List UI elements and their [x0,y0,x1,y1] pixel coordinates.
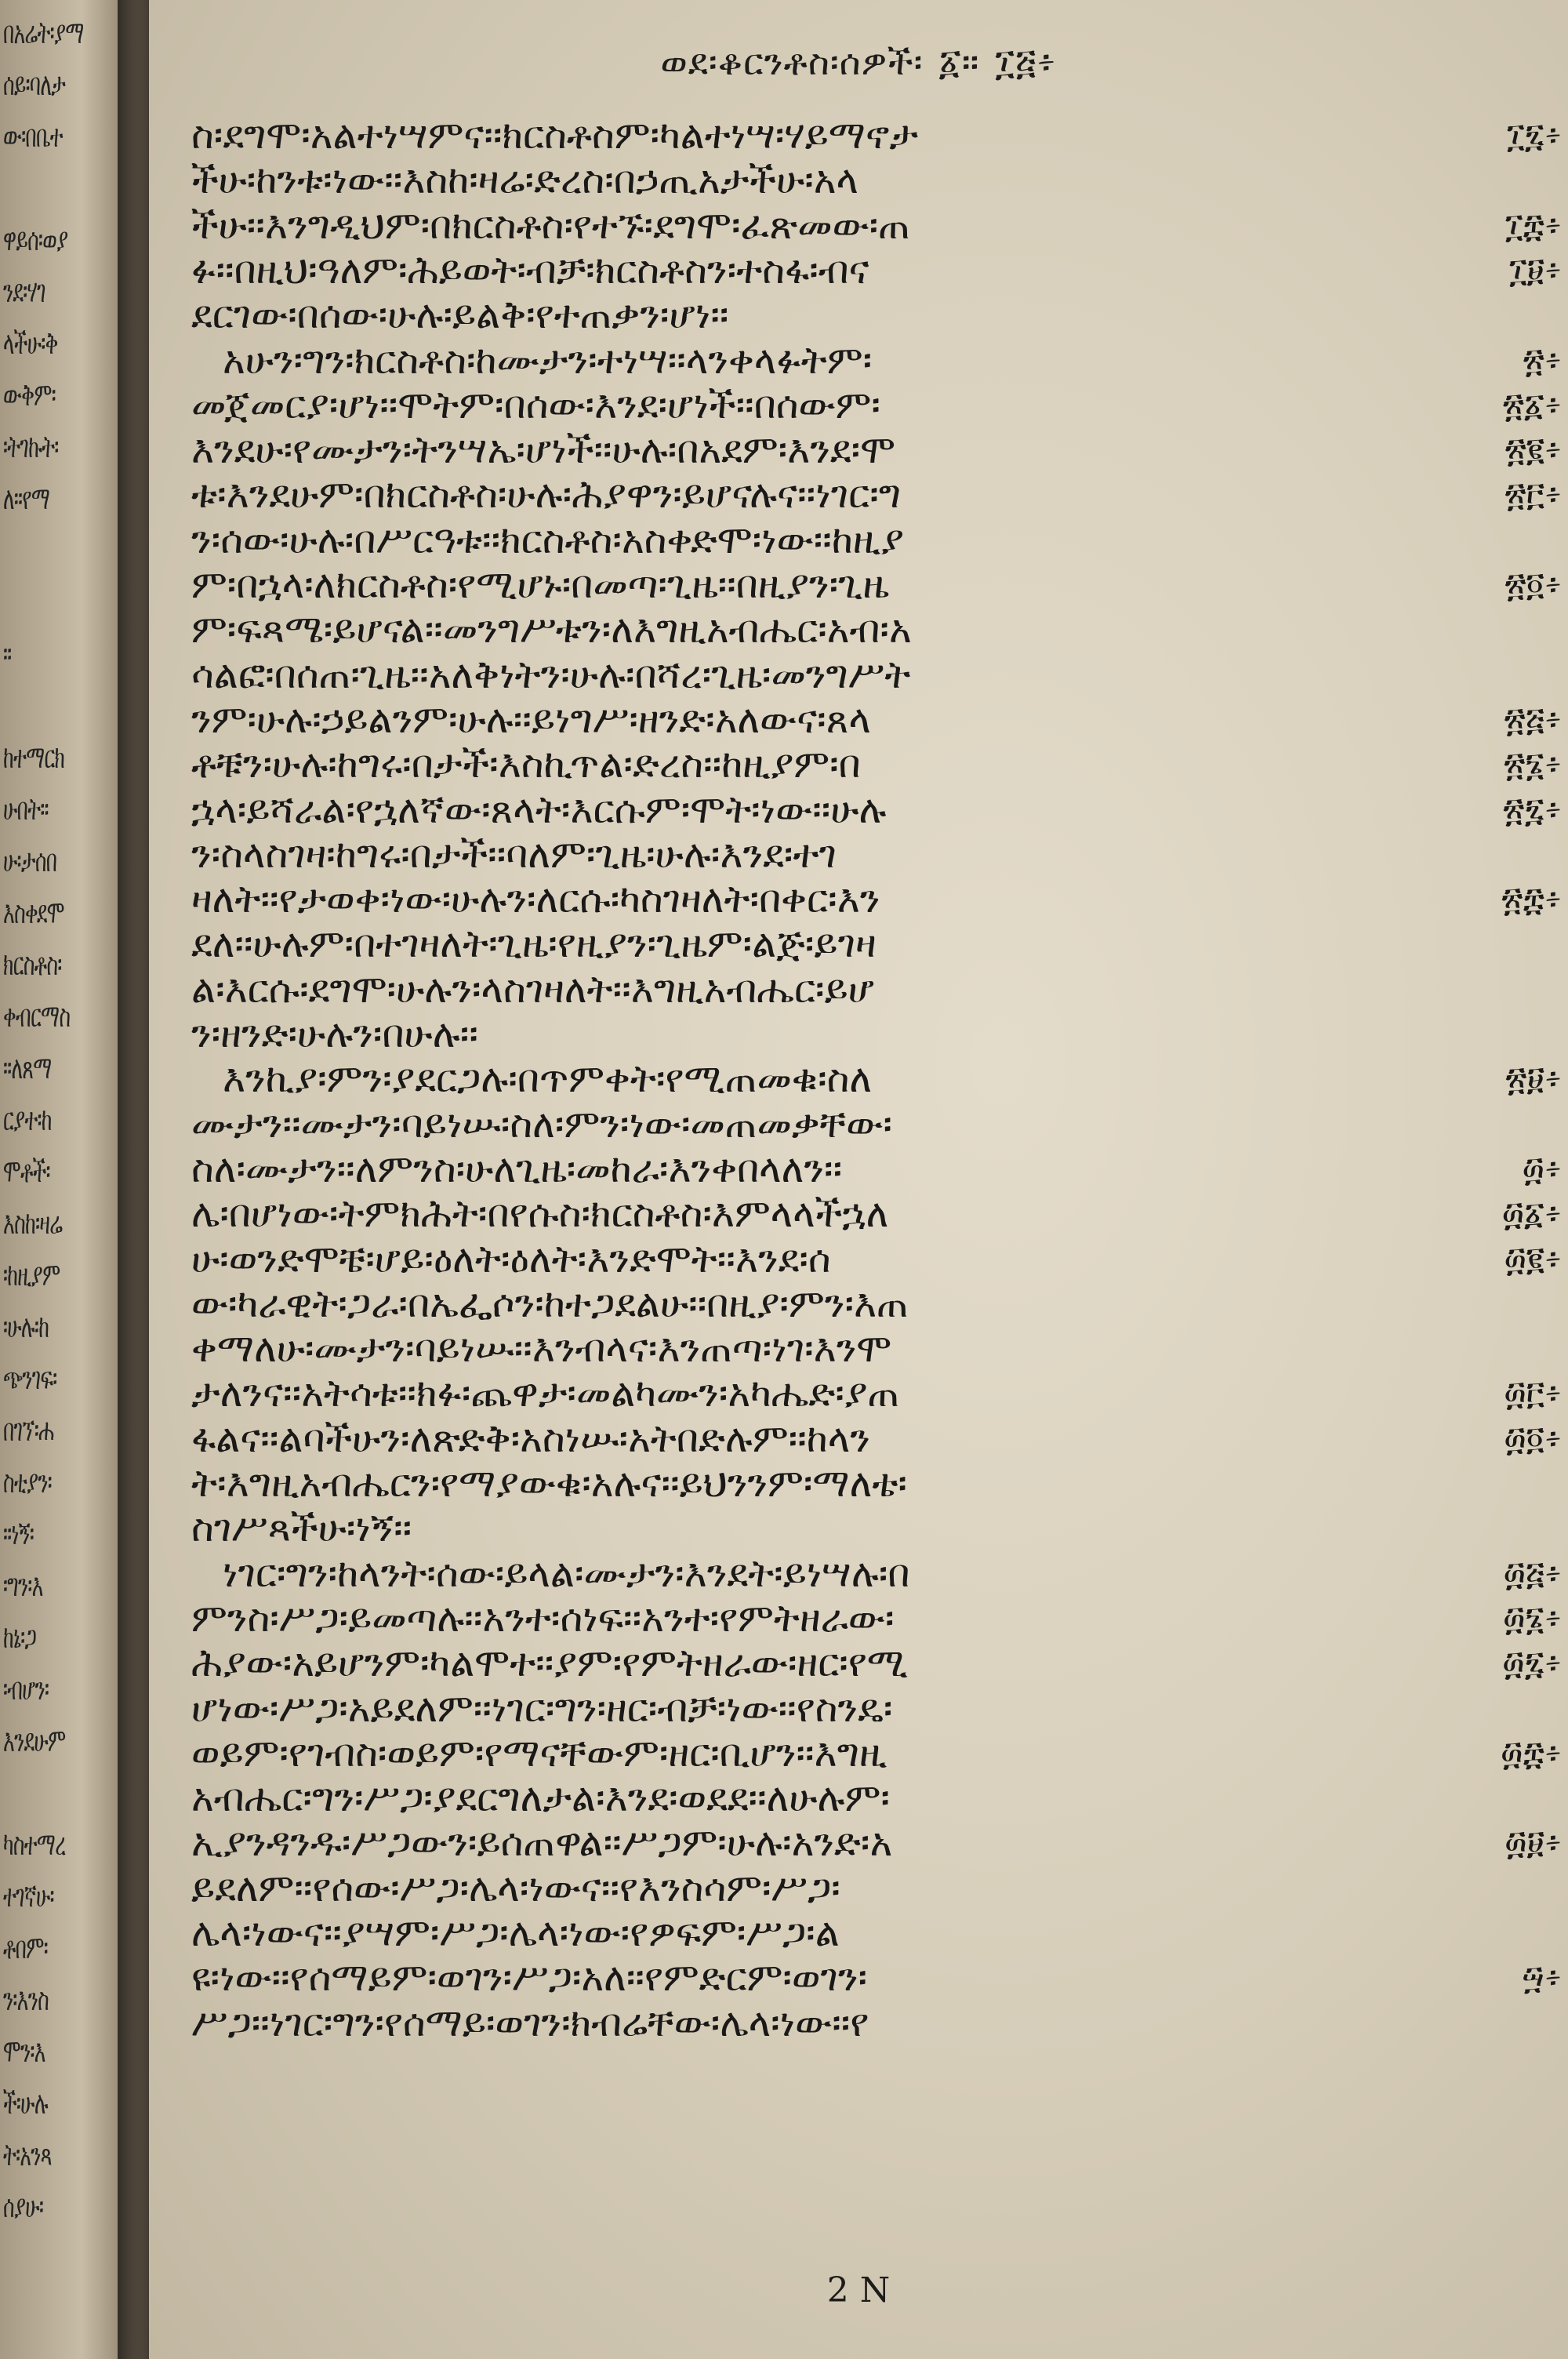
verse-number: ፲፯፥ [1507,116,1562,154]
facing-page-line: ንደ፡ሃገ [3,274,45,310]
verse-number: ፲፰፥ [1505,205,1562,245]
text-line: እንኪያ፡ምን፡ያደርጋሉ፡በጥምቀት፡የሚጠመቁ፡ስለ [223,1057,873,1102]
facing-page-line: ፡ሁሉ፡ከ [3,1309,49,1345]
verse-number: ፳፪፥ [1504,431,1562,470]
text-line: ስለ፡ሙታን፡፡ለምንስ፡ሁለጊዜ፡መከራ፡እንቀበላለን፡፡ [191,1147,843,1191]
verse-number: ፴፮፥ [1503,1598,1562,1637]
facing-page-line: እንደሁም [3,1723,66,1759]
text-line: ኢያንዳንዱ፡ሥጋውን፡ይሰጠዋል፡፡ሥጋም፡ሁሉ፡አንድ፡አ [191,1821,893,1866]
text-line: ችሁ፡ከንቱ፡ነው፡፡እስከ፡ዛሬ፡ድረስ፡በኃጢአታችሁ፡አላ [191,158,858,203]
facing-page-line: ት፡አንጻ [3,2137,52,2173]
text-line: ን፡ዘንድ፡ሁሉን፡በሁሉ፡፡ [191,1012,478,1056]
text-line: ስ፡ደግሞ፡አልተነሣምና፡፡ክርስቶስም፡ካልተነሣ፡ሃይማኖታ [191,114,919,158]
verse-number: ፳፬፥ [1504,565,1562,604]
text-line: ሁ፡ወንድሞቼ፡ሆይ፡ዕለት፡ዕለት፡እንድሞት፡፡እንደ፡ሰ [191,1237,831,1281]
text-line: መጀመርያ፡ሆነ፡፡ሞትም፡በሰው፡እንደ፡ሆነች፡፡በሰውም፡ [191,383,880,427]
facing-page-line: ሰይ፡ባለታ [3,67,66,103]
facing-page-line: ለ፡፡የማ [3,481,50,517]
text-line: ደለ፡፡ሁሉም፡በተገዛለት፡ጊዜ፡የዚያን፡ጊዜም፡ልጅ፡ይገዛ [191,922,877,967]
facing-page-line: ን፡እንስ [3,1982,49,2018]
text-line: ታለንና፡፡አትሳቱ፡፡ክፉ፡ጨዋታ፡መልካሙን፡አካሔድ፡ያጠ [191,1372,900,1416]
text-line: ሌ፡በሆነው፡ትምክሕት፡በየሱስ፡ክርስቶስ፡እምላላችኋለ [191,1192,889,1237]
text-line: ይደለም፡፡የሰው፡ሥጋ፡ሌላ፡ነውና፡፡የእንስሳም፡ሥጋ፡ [191,1866,840,1910]
verse-number: ፳፱፥ [1505,1060,1562,1099]
book-page [149,0,1568,2359]
text-line: ል፡እርሱ፡ደግሞ፡ሁሉን፡ላስገዛለት፡፡እግዚአብሔር፡ይሆ [191,967,875,1012]
facing-page-line: ፡ግን፡እ [3,1568,43,1604]
facing-page-line: በገኘ፡ሐ [3,1412,54,1448]
text-line: ቀማለሁ፡ሙታን፡ባይነሡ፡፡እንብላና፡እንጠጣ፡ነገ፡እንሞ [191,1327,892,1372]
facing-page-line: ተገኛሁ፡ [3,1878,54,1914]
header-chapter: ፩። [938,41,980,83]
verse-number: ፳፰፥ [1501,880,1562,919]
facing-page-line: ርያተ፡ከ [3,1102,52,1138]
text-line: ምንስ፡ሥጋ፡ይመጣሉ፡፡አንተ፡ሰነፍ፡፡አንተ፡የምትዘራው፡ [191,1596,895,1641]
header-title: ወደ፡ቆርንቶስ፡ሰዎች፡ [660,41,924,83]
text-line: ኋላ፡ይሻራል፡የኋለኛው፡ጸላት፡እርሱም፡ሞት፡ነው፡፡ሁሉ [191,787,887,832]
text-line: ችሁ፡፡እንግዲህም፡በክርስቶስ፡የተኙ፡ደግሞ፡ፈጽመው፡ጠ [191,203,910,248]
text-line: ዛለት፡፡የታወቀ፡ነው፡ሁሉን፡ለርሱ፡ካስገዛለት፡በቀር፡እን [191,878,880,922]
verse-number: ፴፱፥ [1504,1823,1562,1863]
verse-number: ፴፥ [1522,1149,1562,1188]
text-line: ቱ፡እንደሁም፡በክርስቶስ፡ሁሉ፡ሕያዋን፡ይሆናሉና፡፡ነገር፡ግ [191,473,902,518]
text-line: አብሔር፡ግን፡ሥጋ፡ያደርግለታል፡እንደ፡ወደደ፡፡ለሁሉም፡ [191,1776,890,1821]
text-line: ም፡በኋላ፡ለክርስቶስ፡የሚሆኑ፡በመጣ፡ጊዜ፡፡በዚያን፡ጊዜ [191,563,889,607]
facing-page-line: እስከ፡ዛሬ [3,1205,63,1241]
verse-number: ፳፫፥ [1504,475,1562,514]
facing-page-line: ሁበት፡፡ [3,791,49,827]
facing-page-line: ው፡በቤተ [3,118,63,154]
facing-page-line: እስቀደሞ [3,895,64,931]
text-line: ዩ፡ነው፡፡የሰማይም፡ወገን፡ሥጋ፡አለ፡፡የምድርም፡ወገን፡ [191,1956,868,2001]
facing-page-line: ካስተማረ [3,1826,66,1863]
text-line: ደርገው፡በሰው፡ሁሉ፡ይልቅ፡የተጠቃን፡ሆነ፡፡ [191,293,729,338]
text-line: ን፡ስላስገዛ፡ከግሩ፡በታች፡፡ባለም፡ጊዜ፡ሁሉ፡እንደ፡ተገ [191,832,837,877]
verse-number: ፳፯፥ [1503,790,1562,829]
facing-page-line: ሁ፡ታሰበ [3,843,57,879]
verse-number: ፲፱፥ [1509,250,1562,289]
facing-page-line: ቀብርማስ [3,998,71,1034]
facing-page-line: ስቲያን፡ [3,1464,53,1500]
facing-page-line: ፡፡ነኝ፡ [3,1516,34,1552]
text-line: ሌላ፡ነውና፡፡ያሣም፡ሥጋ፡ሌላ፡ነው፡የዎፍም፡ሥጋ፡ል [191,1911,840,1955]
text-line: ት፡እግዚአብሔርን፡የማያውቁ፡አሉና፡፡ይህንንም፡ማለቴ፡ [191,1462,907,1506]
text-line: ወይም፡የገብስ፡ወይም፡የማናቸውም፡ዘር፡ቢሆን፡፡እግዚ [191,1731,887,1776]
verse-number: ፴፪፥ [1504,1239,1562,1278]
verse-number: ፵፥ [1522,1958,1562,1997]
verse-number: ፳፩፥ [1502,385,1562,424]
text-line: ስገሥጻችሁ፡ነኝ፡፡ [191,1507,412,1551]
facing-page-line: ከተማርክ [3,740,65,776]
text-line: ሥጋ፡፡ነገር፡ግን፡የሰማይ፡ወገን፡ክብሬቸው፡ሌላ፡ነው፡፡የ [191,2001,869,2045]
facing-page-line: ፡ትገኩት፡ [3,429,59,465]
text-line: ፉ፡፡በዚህ፡ዓለም፡ሕይወት፡ብቻ፡ክርስቶስን፡ተስፋ፡ብና [191,248,869,293]
facing-page-line: በአሬት፡ያማ [3,15,84,51]
verse-number: ፳፭፥ [1504,700,1562,739]
text-line: ቶቹን፡ሁሉ፡ከግሩ፡በታች፡እስኪጥል፡ድረስ፡፡ከዚያም፡በ [191,743,861,787]
header-verse-range: ፲፭፥ [995,41,1057,83]
text-line: ው፡ካራዊት፡ጋራ፡በኤፌሶን፡ከተጋደልሁ፡፡በዚያ፡ምን፡እጠ [191,1281,909,1326]
facing-page-line: ላችሁ፡ቅ [3,325,58,362]
facing-page-line: ዋይሰ፡ወያ [3,222,68,258]
verse-number: ፳፥ [1523,340,1562,380]
text-line: ሕያው፡አይሆንም፡ካልሞተ፡፡ያም፡የምትዘራው፡ዘር፡የሚ [191,1641,909,1686]
facing-page-line: ፡ብሆን፡ [3,1671,49,1707]
verse-number: ፴፬፥ [1504,1419,1562,1458]
facing-page-line: ሞቶች፡ [3,1154,50,1190]
text-line: ም፡ፍጻሜ፡ይሆናል፡፡መንግሥቱን፡ለእግዚአብሔር፡አብ፡አ [191,608,912,652]
facing-page-line: ች፡ሁሉ [3,2085,48,2121]
text-line: ሙታን፡፡ሙታን፡ባይነሡ፡ስለ፡ምን፡ነው፡መጠመቃቸው፡ [191,1102,892,1147]
facing-page-line: ውቅም፡ [3,377,56,413]
facing-page-line: ፡፡ለጸማ [3,1050,52,1086]
text-line: አሁን፡ግን፡ክርስቶስ፡ከሙታን፡ተነሣ፡፡ላንቀላፉትም፡ [223,338,873,383]
facing-page-line: ፡ከዚያም [3,1257,60,1293]
facing-page-line: ጭንገፍ፡ [3,1361,57,1397]
facing-page-line: ሰያሁ፡ [3,2189,44,2225]
facing-page-line: ፡፡ [3,636,12,672]
verse-number: ፴፯፥ [1502,1644,1562,1683]
text-line: ን፡ሰው፡ሁሉ፡በሥርዓቱ፡፡ክርስቶስ፡አስቀድሞ፡ነው፡፡ከዚያ [191,518,904,562]
facing-page-line: ከኔ፡ጋ [3,1619,37,1656]
facing-page-line: ክርስቶስ፡ [3,947,62,983]
text-line: ሳልፎ፡በሰጠ፡ጊዜ፡፡አለቅነትን፡ሁሉ፡በሻረ፡ጊዜ፡መንግሥት [191,652,911,697]
verse-number: ፴፭፥ [1503,1554,1562,1593]
text-line: ነገር፡ግን፡ከላንት፡ሰው፡ይላል፡ሙታን፡እንደት፡ይነሣሉ፡በ [223,1551,910,1596]
text-line: ፋልና፡፡ልባችሁን፡ለጽድቅ፡አስነሡ፡አትበድሉም፡፡ከላን [191,1416,870,1461]
running-header [149,41,1568,85]
verse-number: ፴፰፥ [1501,1733,1562,1772]
verse-number: ፴፫፥ [1504,1374,1562,1413]
verse-number: ፴፩፥ [1501,1194,1562,1234]
text-line: ሆነው፡ሥጋ፡አይደለም፡፡ነገር፡ግን፡ዘር፡ብቻ፡ነው፡፡የስንዴ፡ [191,1686,893,1731]
facing-page-line: ሞን፡እ [3,2034,45,2070]
text-line: እንደሁ፡የሙታን፡ትንሣኤ፡ሆነች፡፡ሁሉ፡በአደም፡እንደ፡ሞ [191,428,896,473]
page-folio: 2 N [826,2270,891,2310]
text-line: ንም፡ሁሉ፡ኃይልንም፡ሁሉ፡፡ይነግሥ፡ዘንድ፡አለውና፡ጸላ [191,697,871,742]
facing-page-line: ቶበም፡ [3,1930,49,1966]
verse-number: ፳፮፥ [1504,745,1562,784]
